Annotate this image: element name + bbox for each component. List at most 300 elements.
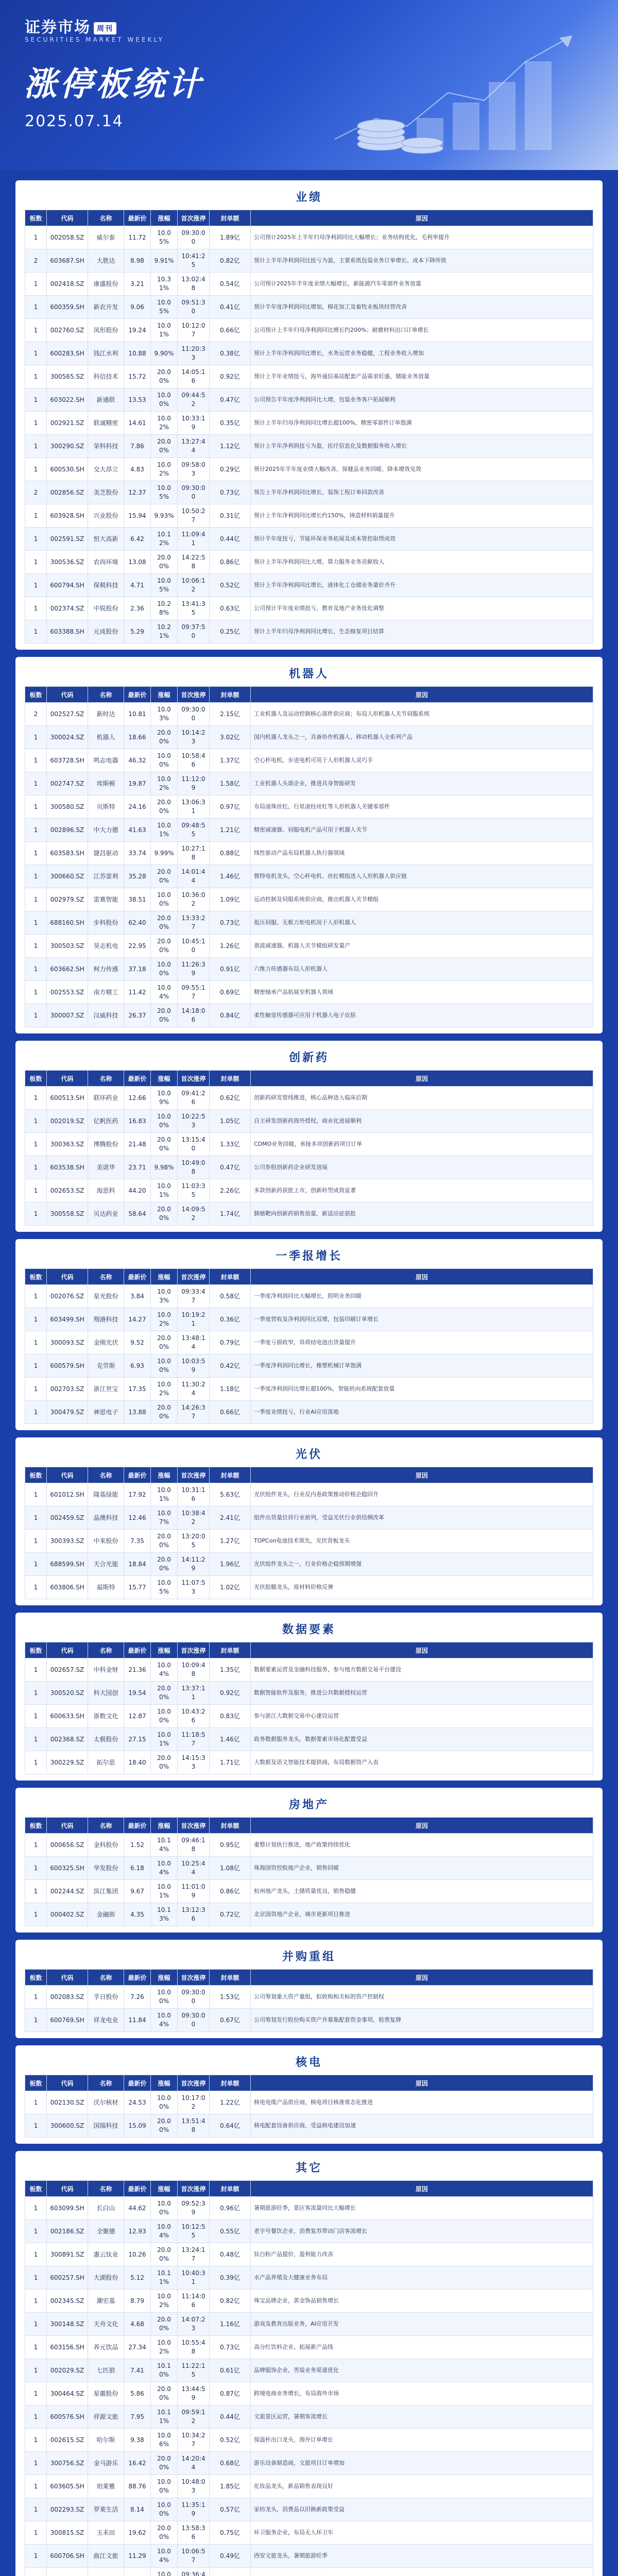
- seal-amount-cell: 0.84亿: [210, 1004, 251, 1027]
- change-cell: 20.00%: [151, 726, 178, 749]
- first-limit-time-cell: 11:14:06: [178, 2290, 210, 2313]
- board-count-cell: 1: [25, 1110, 47, 1133]
- reason-cell: 精密轴承产品拓展至机器人领域: [251, 981, 593, 1004]
- limit-up-table: [25, 1817, 593, 1926]
- section-title: 一季报增长: [275, 1250, 342, 1263]
- price-cell: 16.83: [124, 1110, 151, 1133]
- price-cell: 17.92: [124, 1483, 151, 1506]
- table-row: [25, 2266, 593, 2290]
- seal-amount-cell: 0.73亿: [210, 2336, 251, 2359]
- reason-cell: 组件出货量位居行业前列，受益光伏行业供给侧改革: [251, 1506, 593, 1530]
- seal-amount-cell: 0.92亿: [210, 365, 251, 388]
- price-cell: 62.40: [124, 911, 151, 935]
- change-cell: 20.00%: [151, 1401, 178, 1424]
- table-header-row: [25, 1071, 593, 1087]
- change-cell: 10.01%: [151, 1483, 178, 1506]
- seal-amount-cell: 0.44亿: [210, 2405, 251, 2429]
- table-header-row: [25, 2181, 593, 2197]
- change-cell: 20.00%: [151, 935, 178, 958]
- board-count-cell: 1: [25, 319, 47, 342]
- first-limit-time-cell: 13:06:31: [178, 795, 210, 819]
- first-limit-time-cell: 10:48:03: [178, 2475, 210, 2498]
- change-cell: 10.00%: [151, 749, 178, 772]
- change-cell: 20.00%: [151, 2114, 178, 2138]
- table-row: [25, 819, 593, 842]
- reason-cell: 线性驱动产品布局机器人执行器领域: [251, 842, 593, 865]
- reason-cell: 微特电机龙头，空心杯电机、丝杠模组进入人形机器人供应链: [251, 865, 593, 888]
- board-count-cell: 1: [25, 1682, 47, 1705]
- price-cell: 41.63: [124, 819, 151, 842]
- stock-name-cell: 凤形股份: [88, 319, 124, 342]
- stock-name-cell: 科大国创: [88, 1682, 124, 1705]
- column-header: 名称: [88, 687, 124, 703]
- change-cell: 10.01%: [151, 319, 178, 342]
- change-cell: 10.04%: [151, 1857, 178, 1880]
- board-count-cell: 1: [25, 2498, 47, 2521]
- section-card: [15, 1437, 603, 1605]
- stock-code-cell: 002896.SZ: [47, 819, 88, 842]
- stock-code-cell: 603022.SH: [47, 388, 88, 412]
- seal-amount-cell: 1.12亿: [210, 435, 251, 458]
- column-header: 首次涨停: [178, 1818, 210, 1834]
- stock-name-cell: 拓尔思: [88, 1751, 124, 1774]
- stock-code-cell: 300520.SZ: [47, 1682, 88, 1705]
- board-count-cell: [25, 2568, 47, 2576]
- table-row: [25, 620, 593, 643]
- stock-name-cell: 康盛股份: [88, 273, 124, 296]
- stock-name-cell: 神思电子: [88, 1401, 124, 1424]
- seal-amount-cell: 0.67亿: [210, 2009, 251, 2032]
- stock-code-cell: 603728.SH: [47, 749, 88, 772]
- reason-cell: 光伏胶膜龙头，原材料价格反弹: [251, 1576, 593, 1599]
- table-row: [25, 865, 593, 888]
- section-title: 机器人: [288, 668, 329, 681]
- column-header: 最新价: [124, 1642, 151, 1658]
- seal-amount-cell: 0.44亿: [210, 528, 251, 551]
- column-header: 原因: [251, 1269, 593, 1285]
- change-cell: 20.00%: [151, 435, 178, 458]
- stock-code-cell: 002553.SZ: [47, 981, 88, 1004]
- reason-cell: 一季度营收及净利润同比双增，包装印刷订单增长: [251, 1308, 593, 1331]
- column-header: 代码: [47, 1269, 88, 1285]
- table-row: [25, 2336, 593, 2359]
- price-cell: 7.35: [124, 1530, 151, 1553]
- price-cell: 24.16: [124, 795, 151, 819]
- board-count-cell: 1: [25, 2475, 47, 2498]
- section-title: 房地产: [288, 1799, 329, 1811]
- table-row: [25, 888, 593, 911]
- reason-cell: 公司预计2025年半年度业绩大幅增长，新能源汽车零部件业务放量: [251, 273, 593, 296]
- price-cell: 13.88: [124, 1401, 151, 1424]
- column-header: 原因: [251, 1467, 593, 1483]
- stock-code-cell: 002979.SZ: [47, 888, 88, 911]
- first-limit-time-cell: 13:33:27: [178, 911, 210, 935]
- reason-cell: 预计半年度净利润同比增加，棉花加工及畜牧业板块经营改善: [251, 296, 593, 319]
- reason-cell: 杭州地产龙头，土储质量优良，销售稳健: [251, 1880, 593, 1903]
- change-cell: 20.00%: [151, 1331, 178, 1354]
- column-header: 封单额: [210, 1970, 251, 1986]
- board-count-cell: 1: [25, 296, 47, 319]
- limit-up-table: [25, 1969, 593, 2032]
- column-header: 首次涨停: [178, 2181, 210, 2197]
- change-cell: 10.00%: [151, 2197, 178, 2220]
- board-count-cell: 1: [25, 2091, 47, 2114]
- seal-amount-cell: 0.48亿: [210, 2243, 251, 2266]
- first-limit-time-cell: 13:48:14: [178, 1331, 210, 1354]
- stock-name-cell: 美芝股份: [88, 481, 124, 504]
- stock-code-cell: 603499.SH: [47, 1308, 88, 1331]
- column-header: 代码: [47, 210, 88, 226]
- first-limit-time-cell: 10:06:12: [178, 574, 210, 597]
- board-count-cell: 1: [25, 597, 47, 620]
- table-row: [25, 1308, 593, 1331]
- stock-name-cell: 汉威科技: [88, 1004, 124, 1027]
- seal-amount-cell: 1.27亿: [210, 1530, 251, 1553]
- stock-code-cell: 300229.SZ: [47, 1751, 88, 1774]
- column-header: 最新价: [124, 1970, 151, 1986]
- price-cell: 15.09: [124, 2114, 151, 2138]
- price-cell: 14.27: [124, 1308, 151, 1331]
- board-count-cell: 1: [25, 2197, 47, 2220]
- column-header: 板数: [25, 1970, 47, 1986]
- column-header: 首次涨停: [178, 210, 210, 226]
- stock-name-cell: 滨江集团: [88, 1880, 124, 1903]
- stock-code-cell: 603538.SH: [47, 1156, 88, 1179]
- seal-amount-cell: 0.42亿: [210, 1354, 251, 1378]
- table-row: [25, 2521, 593, 2545]
- table-row: [25, 319, 593, 342]
- first-limit-time-cell: 13:58:36: [178, 2521, 210, 2545]
- price-cell: 12.93: [124, 2220, 151, 2243]
- price-cell: 6.42: [124, 528, 151, 551]
- price-cell: 16.42: [124, 2452, 151, 2475]
- seal-amount-cell: 0.25亿: [210, 620, 251, 643]
- reason-cell: 环卫服务企业，布局无人环卫车: [251, 2521, 593, 2545]
- board-count-cell: 1: [25, 911, 47, 935]
- board-count-cell: 1: [25, 365, 47, 388]
- change-cell: 10.01%: [151, 1880, 178, 1903]
- stock-code-cell: 600325.SH: [47, 1857, 88, 1880]
- stock-code-cell: 600530.SH: [47, 458, 88, 481]
- price-cell: 13.53: [124, 388, 151, 412]
- price-cell: 44.20: [124, 1179, 151, 1202]
- price-cell: 21.48: [124, 1133, 151, 1156]
- section-card: [15, 2151, 603, 2576]
- limit-up-table: [25, 210, 593, 643]
- reason-cell: 化妆品龙头，新品销售表现良好: [251, 2475, 593, 2498]
- first-limit-time-cell: 13:51:48: [178, 2114, 210, 2138]
- price-cell: 11.84: [124, 2009, 151, 2032]
- seal-amount-cell: 0.49亿: [210, 2545, 251, 2568]
- reason-cell: 布局滚珠丝杠、行星滚柱丝杠等人形机器人关键零部件: [251, 795, 593, 819]
- reason-cell: 珠海国资控股地产企业，销售回暖: [251, 1857, 593, 1880]
- stock-name-cell: 步科股份: [88, 911, 124, 935]
- seal-amount-cell: 1.74亿: [210, 1202, 251, 1226]
- seal-amount-cell: 0.82亿: [210, 2290, 251, 2313]
- table-row: [25, 1682, 593, 1705]
- first-limit-time-cell: 09:48:55: [178, 819, 210, 842]
- column-header: 封单额: [210, 210, 251, 226]
- reason-cell: 公司预计2025年上半年归母净利润同比大幅增长；业务结构优化，毛利率提升: [251, 226, 593, 249]
- reason-cell: 运动控制及伺服系统供应商，推出机器人关节模组: [251, 888, 593, 911]
- change-cell: 20.00%: [151, 865, 178, 888]
- first-limit-time-cell: 10:22:53: [178, 1110, 210, 1133]
- price-cell: 6.18: [124, 1857, 151, 1880]
- table-header-row: [25, 1269, 593, 1285]
- seal-amount-cell: 0.72亿: [210, 1903, 251, 1926]
- stock-code-cell: 000402.SZ: [47, 1903, 88, 1926]
- seal-amount-cell: 0.57亿: [210, 2498, 251, 2521]
- first-limit-time-cell: 10:34:27: [178, 2429, 210, 2452]
- table-row: [25, 2475, 593, 2498]
- change-cell: 20.00%: [151, 2313, 178, 2336]
- stock-name-cell: 亿帆医药: [88, 1110, 124, 1133]
- price-cell: 17.35: [124, 1378, 151, 1401]
- table-row: [25, 365, 593, 388]
- price-cell: 5.12: [124, 2266, 151, 2290]
- stock-name-cell: 雷赛智能: [88, 888, 124, 911]
- stock-code-cell: 603605.SH: [47, 2475, 88, 2498]
- reason-cell: 政务数据服务龙头，数据要素市场化配置受益: [251, 1728, 593, 1751]
- seal-amount-cell: 0.36亿: [210, 1308, 251, 1331]
- reason-cell: 核电配套设备供应商，受益核电建设加速: [251, 2114, 593, 2138]
- reason-cell: 品牌服饰企业，男装业务渠道优化: [251, 2359, 593, 2382]
- table-row: [25, 1705, 593, 1728]
- seal-amount-cell: 1.02亿: [210, 1576, 251, 1599]
- price-cell: 14.61: [124, 412, 151, 435]
- reason-cell: 预计上半年净利润同比增长约150%，铸造材料销量提升: [251, 504, 593, 528]
- first-limit-time-cell: 11:18:57: [178, 1728, 210, 1751]
- change-cell: 10.31%: [151, 273, 178, 296]
- change-cell: 10.12%: [151, 528, 178, 551]
- change-cell: 10.04%: [151, 2009, 178, 2032]
- stock-code-cell: 688599.SH: [47, 1553, 88, 1576]
- report-date: 2025.07.14: [25, 112, 124, 130]
- seal-amount-cell: 0.79亿: [210, 1331, 251, 1354]
- table-row: [25, 1202, 593, 1226]
- price-cell: 21.36: [124, 1658, 151, 1682]
- price-cell: 8.14: [124, 2498, 151, 2521]
- stock-code-cell: 603687.SH: [47, 249, 88, 273]
- reason-cell: 数据要素运营及金融科技服务，参与地方数据交易平台建设: [251, 1658, 593, 1682]
- reason-cell: 一季度净利润同比大幅增长，照明业务回暖: [251, 1285, 593, 1308]
- first-limit-time-cell: 09:33:47: [178, 1285, 210, 1308]
- price-cell: 37.18: [124, 958, 151, 981]
- board-count-cell: 2: [25, 481, 47, 504]
- column-header: 最新价: [124, 2075, 151, 2091]
- stock-name-cell: 克劳斯: [88, 1354, 124, 1378]
- table-row: [25, 2498, 593, 2521]
- stock-code-cell: 002076.SZ: [47, 1285, 88, 1308]
- table-row: [25, 528, 593, 551]
- table-row: [25, 1004, 593, 1027]
- limit-up-table: [25, 1268, 593, 1424]
- table-row: [25, 795, 593, 819]
- column-header: 最新价: [124, 210, 151, 226]
- stock-name-cell: 贝达药业: [88, 1202, 124, 1226]
- reason-cell: 文旅景区运营，暑期客流增长: [251, 2405, 593, 2429]
- stock-code-cell: 002591.SZ: [47, 528, 88, 551]
- column-header: 板数: [25, 1071, 47, 1087]
- first-limit-time-cell: 09:46:18: [178, 1834, 210, 1857]
- price-cell: 27.15: [124, 1728, 151, 1751]
- limit-up-table: [25, 2180, 593, 2576]
- change-cell: 10.01%: [151, 1179, 178, 1202]
- reason-cell: 谐波减速器、机器人关节模组研发量产: [251, 935, 593, 958]
- stock-code-cell: 300536.SZ: [47, 551, 88, 574]
- reason-cell: 公司筹划发行股份购买资产并募集配套资金事项，股票复牌: [251, 2009, 593, 2032]
- stock-name-cell: 中锐股份: [88, 597, 124, 620]
- column-header: 最新价: [124, 1269, 151, 1285]
- stock-name-cell: 罗莱生活: [88, 2498, 124, 2521]
- reason-cell: 预计上半年净利润同比增长，水务运营业务稳健，工程业务收入增加: [251, 342, 593, 365]
- stock-name-cell: 元成股份: [88, 620, 124, 643]
- change-cell: 10.00%: [151, 1986, 178, 2009]
- first-limit-time-cell: 10:58:46: [178, 749, 210, 772]
- board-count-cell: 1: [25, 1728, 47, 1751]
- stock-code-cell: 000656.SZ: [47, 1834, 88, 1857]
- table-row: [25, 2197, 593, 2220]
- board-count-cell: 1: [25, 888, 47, 911]
- first-limit-time-cell: 13:12:36: [178, 1903, 210, 1926]
- change-cell: 20.00%: [151, 911, 178, 935]
- first-limit-time-cell: 10:43:26: [178, 1705, 210, 1728]
- table-row: [25, 935, 593, 958]
- seal-amount-cell: 0.87亿: [210, 2382, 251, 2405]
- first-limit-time-cell: 13:44:59: [178, 2382, 210, 2405]
- stock-name-cell: [88, 2568, 124, 2576]
- change-cell: 10.02%: [151, 2290, 178, 2313]
- stock-name-cell: 农尚环境: [88, 551, 124, 574]
- reason-cell: 参与浙江大数据交易中心建设运营: [251, 1705, 593, 1728]
- price-cell: 26.37: [124, 1004, 151, 1027]
- board-count-cell: 1: [25, 226, 47, 249]
- first-limit-time-cell: 10:40:31: [178, 2266, 210, 2290]
- stock-code-cell: 002293.SZ: [47, 2498, 88, 2521]
- stock-code-cell: 002058.SZ: [47, 226, 88, 249]
- seal-amount-cell: 0.68亿: [210, 2452, 251, 2475]
- stock-code-cell: 600359.SH: [47, 296, 88, 319]
- stock-name-cell: 天舟文化: [88, 2313, 124, 2336]
- reason-cell: 公司参股创新药企业研发进展: [251, 1156, 593, 1179]
- board-count-cell: 2: [25, 249, 47, 273]
- reason-cell: 老字号餐饮企业，消费复苏带动门店客流增长: [251, 2220, 593, 2243]
- table-row: [25, 703, 593, 726]
- column-header: 原因: [251, 1642, 593, 1658]
- table-row: [25, 2568, 593, 2576]
- table-row: [25, 435, 593, 458]
- table-row: [25, 2009, 593, 2032]
- section-title: 核电: [295, 2056, 322, 2069]
- seal-amount-cell: 1.71亿: [210, 1751, 251, 1774]
- change-cell: 10.02%: [151, 772, 178, 795]
- seal-amount-cell: 0.86亿: [210, 1880, 251, 1903]
- column-header: 涨幅: [151, 1970, 178, 1986]
- stock-code-cell: 300565.SZ: [47, 365, 88, 388]
- reason-cell: 家纺龙头，消费品以旧换新政策受益: [251, 2498, 593, 2521]
- reason-cell: 预告上半年净利润同比增长，装饰工程订单回款改善: [251, 481, 593, 504]
- column-header: 代码: [47, 2075, 88, 2091]
- first-limit-time-cell: 10:49:08: [178, 1156, 210, 1179]
- stock-code-cell: 002856.SZ: [47, 481, 88, 504]
- table-row: [25, 958, 593, 981]
- board-count-cell: 1: [25, 795, 47, 819]
- stock-name-cell: 天合光能: [88, 1553, 124, 1576]
- board-count-cell: 1: [25, 772, 47, 795]
- seal-amount-cell: 1.33亿: [210, 1133, 251, 1156]
- stock-code-cell: 600579.SH: [47, 1354, 88, 1378]
- column-header: 封单额: [210, 1071, 251, 1087]
- limit-up-table: [25, 1467, 593, 1599]
- board-count-cell: 1: [25, 981, 47, 1004]
- board-count-cell: 1: [25, 1553, 47, 1576]
- price-cell: 7.95: [124, 2405, 151, 2429]
- board-count-cell: 1: [25, 2266, 47, 2290]
- reason-cell: 数据智能软件及服务，推进公共数据授权运营: [251, 1682, 593, 1705]
- table-row: [25, 2091, 593, 2114]
- section-card: [15, 1613, 603, 1781]
- first-limit-time-cell: 10:06:57: [178, 2545, 210, 2568]
- stock-code-cell: 603928.SH: [47, 504, 88, 528]
- seal-amount-cell: 0.91亿: [210, 958, 251, 981]
- board-count-cell: 1: [25, 865, 47, 888]
- table-row: [25, 574, 593, 597]
- table-header-row: [25, 1818, 593, 1834]
- header-banner: [0, 0, 618, 170]
- stock-name-cell: 保税科技: [88, 574, 124, 597]
- change-cell: 10.00%: [151, 1110, 178, 1133]
- change-cell: 10.01%: [151, 819, 178, 842]
- stock-code-cell: 600576.SH: [47, 2405, 88, 2429]
- table-header-row: [25, 210, 593, 226]
- stock-name-cell: 鸣志电器: [88, 749, 124, 772]
- stock-code-cell: 300815.SZ: [47, 2521, 88, 2545]
- column-header: 封单额: [210, 1467, 251, 1483]
- stock-code-cell: 603806.SH: [47, 1576, 88, 1599]
- change-cell: 20.00%: [151, 795, 178, 819]
- first-limit-time-cell: 09:52:39: [178, 2197, 210, 2220]
- table-row: [25, 1506, 593, 1530]
- stock-code-cell: 600706.SH: [47, 2545, 88, 2568]
- change-cell: 10.05%: [151, 226, 178, 249]
- stock-name-cell: 科信技术: [88, 365, 124, 388]
- first-limit-time-cell: 11:12:09: [178, 772, 210, 795]
- price-cell: 5.86: [124, 2382, 151, 2405]
- first-limit-time-cell: 10:17:02: [178, 2091, 210, 2114]
- content-area: [15, 180, 603, 2576]
- board-count-cell: 1: [25, 726, 47, 749]
- stock-code-cell: [47, 2568, 88, 2576]
- first-limit-time-cell: 14:18:06: [178, 1004, 210, 1027]
- stock-name-cell: 中大力德: [88, 819, 124, 842]
- change-cell: 10.01%: [151, 1728, 178, 1751]
- board-count-cell: 1: [25, 2009, 47, 2032]
- reason-cell: 光伏组件龙头，行业反内卷政策推动价格企稳回升: [251, 1483, 593, 1506]
- price-cell: 15.72: [124, 365, 151, 388]
- table-row: [25, 504, 593, 528]
- seal-amount-cell: 0.64亿: [210, 2114, 251, 2138]
- table-row: [25, 1133, 593, 1156]
- section-title: 光伏: [295, 1448, 322, 1461]
- first-limit-time-cell: 10:12:07: [178, 319, 210, 342]
- reason-cell: 核电电缆产品供应商，核电项目核准常态化推进: [251, 2091, 593, 2114]
- column-header: 首次涨停: [178, 687, 210, 703]
- reason-cell: 公司筹划重大资产重组，拟收购相关标的资产控制权: [251, 1986, 593, 2009]
- stock-name-cell: 沃尔核材: [88, 2091, 124, 2114]
- reason-cell: 珠宝品牌企业，黄金饰品销售增长: [251, 2290, 593, 2313]
- reason-cell: 大数据及语义智能技术提供商，布局数据资产入表: [251, 1751, 593, 1774]
- column-header: 名称: [88, 2181, 124, 2197]
